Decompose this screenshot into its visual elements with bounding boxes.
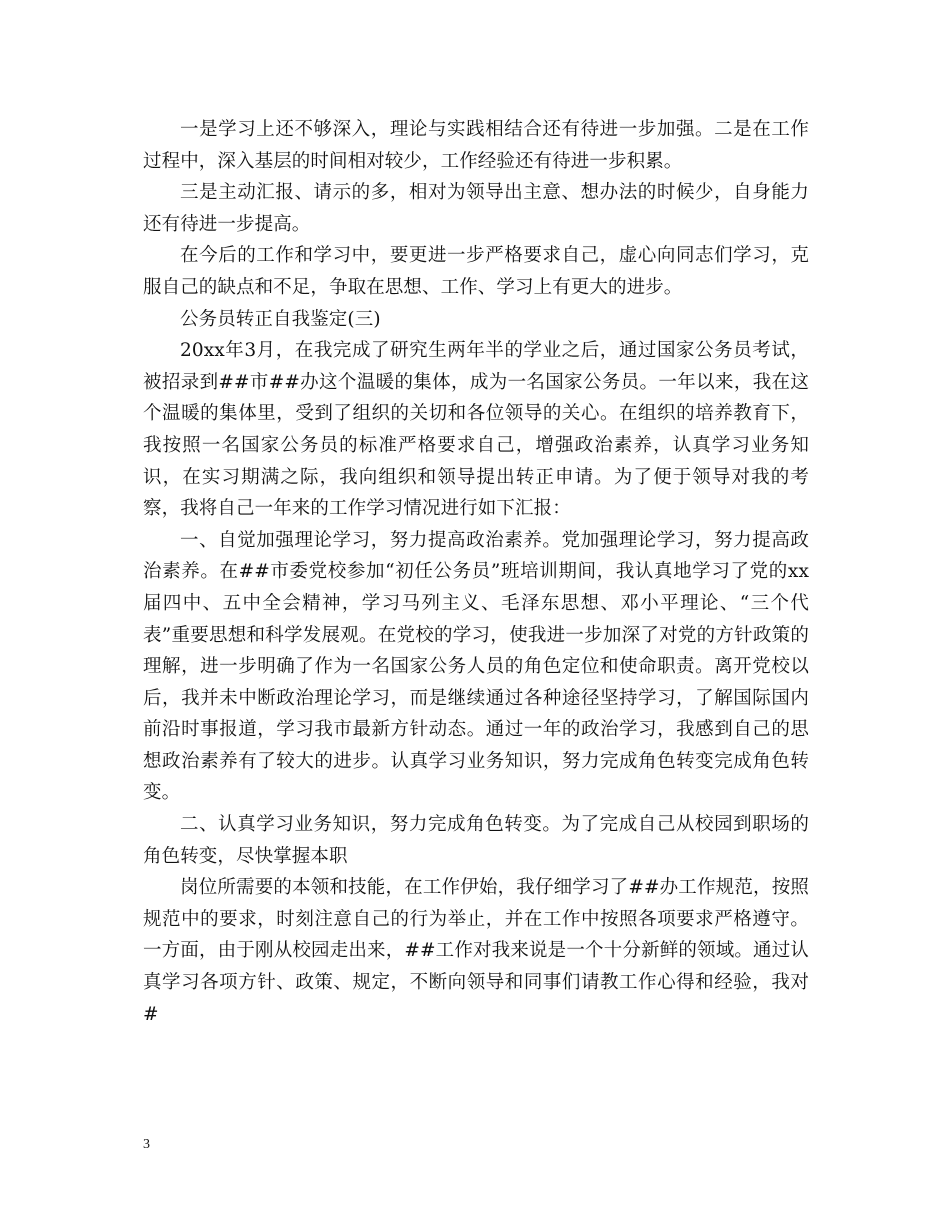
paragraph-introduction: 20xx年3月，在我完成了研究生两年半的学业之后，通过国家公务员考试，被招录到##市##办这个温暖的集体，成为一名国家公务员。一年以来，我在这个温暖的集体里，受到了组织的关切和各位领导的关心。在组织的培养教育下，我按照一名国家公务员的标准严格要求自己，增强政治素养，认真学习业务知识，在实习期满之际，我向组织和领导提出转正申请。为了便于领导对我的考察，我将自己一年来的工作学习情况进行如下汇报： (143, 340, 809, 520)
paragraph-future-plan: 在今后的工作和学习中，要更进一步严格要求自己，虚心向同志们学习，克服自己的缺点和不足，争取在思想、工作、学习上有更大的进步。 (143, 245, 809, 298)
page-number: 3 (143, 1137, 150, 1152)
paragraph-shortcomings-2: 三是主动汇报、请示的多，相对为领导出主意、想办法的时候少，自身能力还有待进一步提高。 (143, 182, 809, 235)
section-title: 公务员转正自我鉴定(三) (180, 308, 381, 330)
paragraph-shortcomings-1: 一是学习上还不够深入，理论与实践相结合还有待进一步加强。二是在工作过程中，深入基层的时间相对较少，工作经验还有待进一步积累。 (143, 119, 809, 172)
paragraph-business-study: 二、认真学习业务知识，努力完成角色转变。为了完成自己从校园到职场的角色转变，尽快掌握本职 (143, 814, 809, 867)
document-body (143, 114, 809, 1030)
paragraph-theory-study: 一、自觉加强理论学习，努力提高政治素养。党加强理论学习，努力提高政治素养。在##市委党校参加“初任公务员”班培训期间，我认真地学习了党的xx届四中、五中全会精神，学习马列主义、毛泽东思想、邓小平理论、“三个代表”重要思想和科学发展观。在党校的学习，使我进一步加深了对党的方针政策的理解，进一步明确了作为一名国家公务人员的角色定位和使命职责。离开党校以后，我并未中断政治理论学习，而是继续通过各种途径坚持学习，了解国际国内前沿时事报道，学习我市最新方针动态。通过一年的政治学习，我感到自己的思想政治素养有了较大的进步。认真学习业务知识，努力完成角色转变完成角色转变。 (143, 529, 809, 804)
paragraph-job-skills: 岗位所需要的本领和技能，在工作伊始，我仔细学习了##办工作规范，按照规范中的要求，时刻注意自己的行为举止，并在工作中按照各项要求严格遵守。一方面，由于刚从校园走出来，##工作对我来说是一个十分新鲜的领域。通过认真学习各项方针、政策、规定，不断向领导和同事们请教工作心得和经验，我对# (143, 877, 809, 1025)
